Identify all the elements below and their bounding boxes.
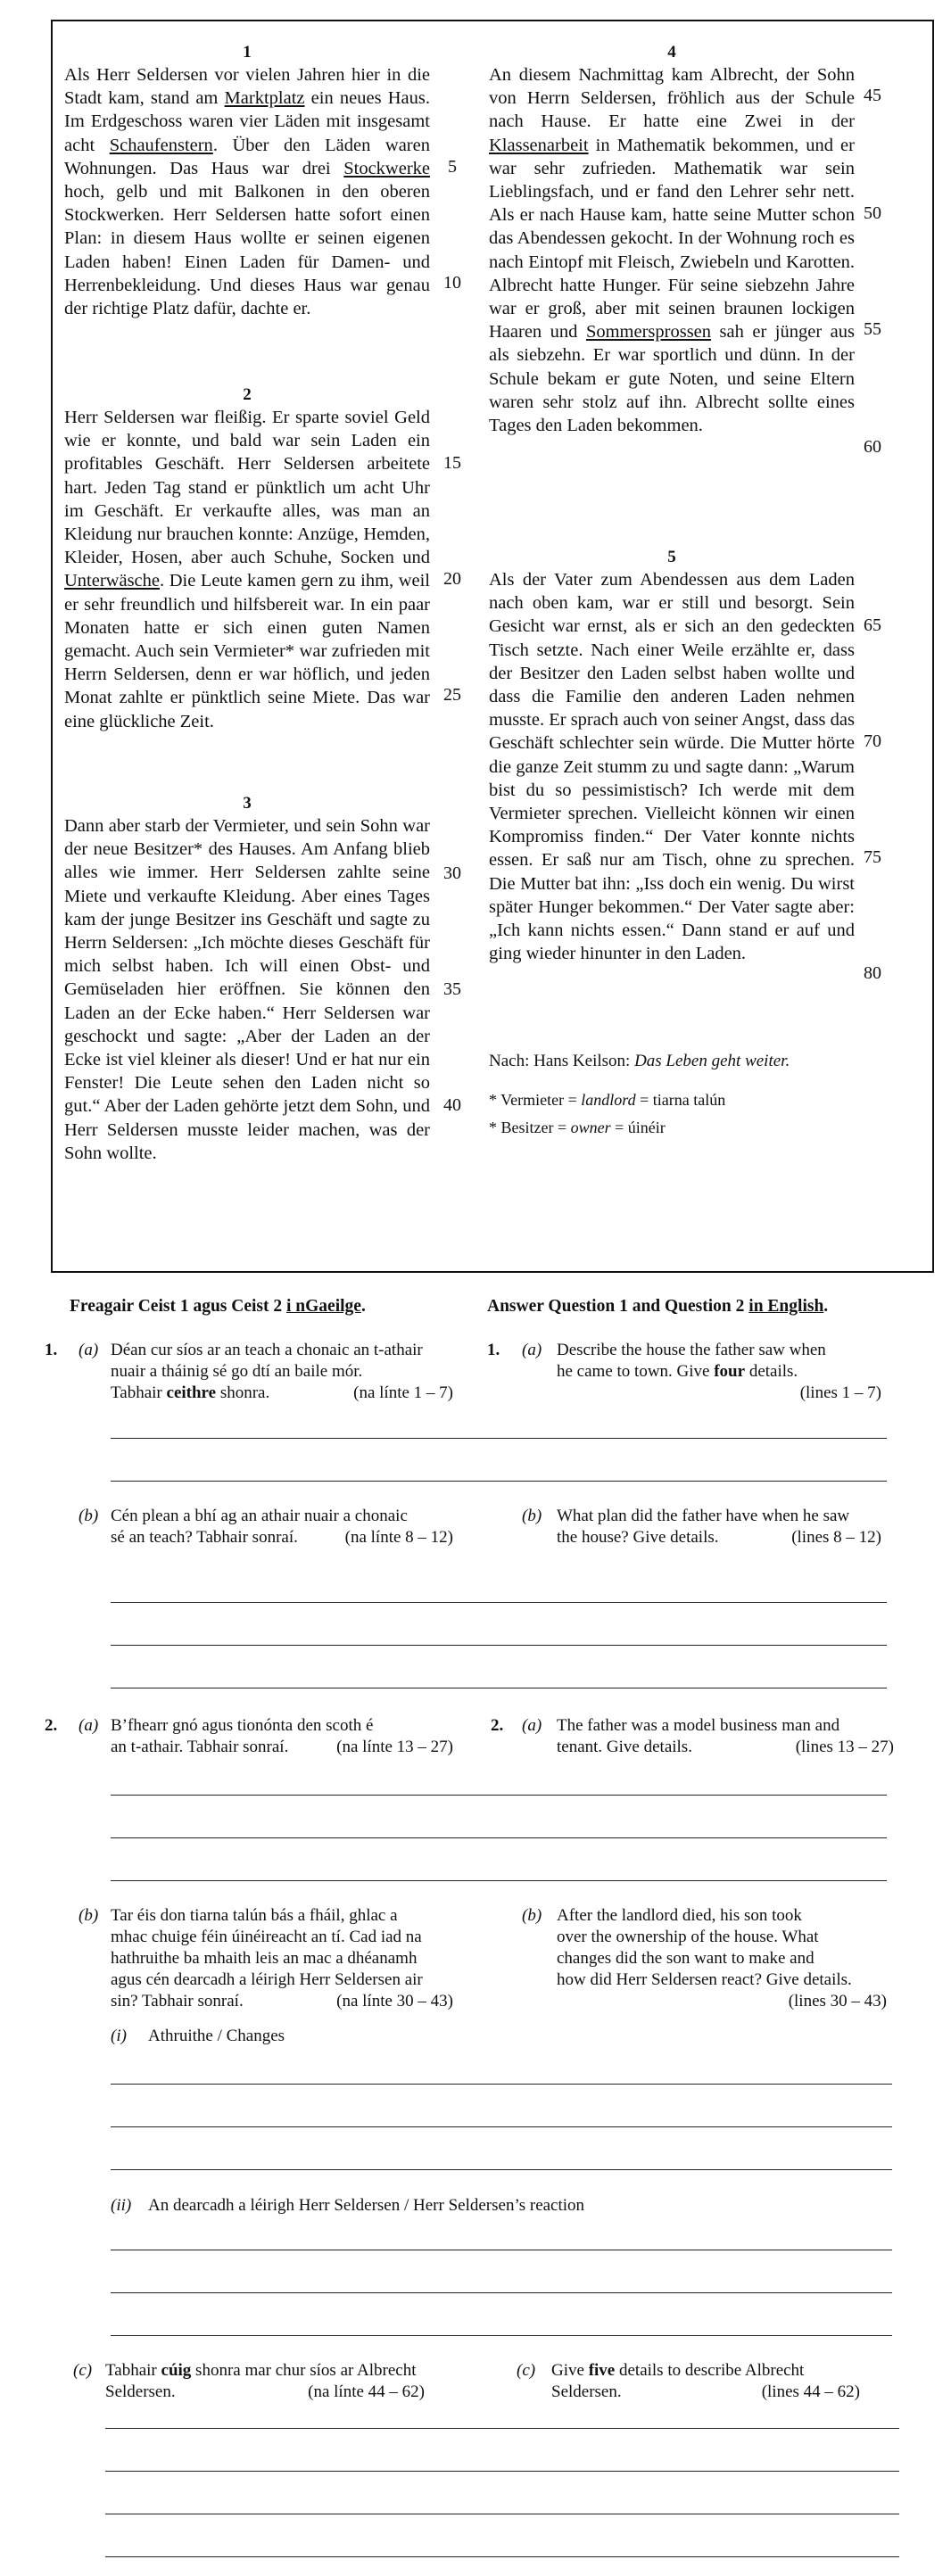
q-line: mhac chuige féin úinéireacht an tí. Cad iad na	[111, 1928, 422, 1946]
q-line	[551, 2382, 903, 2403]
answer-line[interactable]	[111, 1795, 887, 1796]
question-2-number: 2.	[45, 1716, 58, 1735]
q2a-irish	[111, 1715, 460, 1758]
q-text: the house? Give details.	[557, 1528, 719, 1547]
instruction-text: Answer Question 1 and Question 2	[487, 1297, 749, 1316]
line-number: 25	[443, 685, 461, 705]
section-2-text	[64, 406, 430, 733]
line-number: 30	[443, 863, 461, 883]
q1b-irish-line-ref: (na línte 8 – 12)	[344, 1528, 453, 1547]
q2b-sub-i-text: Athruithe / Changes	[148, 2027, 285, 2045]
q-line: The father was a model business man and	[557, 1716, 840, 1735]
source-citation	[489, 1052, 790, 1071]
q1b-part-label-en: (b)	[522, 1507, 542, 1525]
q-line	[105, 2382, 460, 2403]
section-5-text	[489, 568, 855, 965]
answer-line[interactable]	[105, 2471, 899, 2472]
q2a-english	[557, 1715, 903, 1758]
q2b-sub-i-label: (i)	[111, 2027, 127, 2045]
answer-line[interactable]	[111, 1645, 887, 1646]
q-line: Tar éis don tiarna talún bás a fháil, ghlac a	[111, 1906, 398, 1925]
q-line: nuair a tháinig sé go dtí an baile mór.	[111, 1362, 363, 1381]
line-number: 5	[448, 157, 457, 177]
passage-text: ein neues Haus. Im Erdgeschoss waren vier Läden mit insgesamt acht	[64, 88, 430, 155]
line-number: 55	[864, 319, 881, 339]
q-line: Describe the house the father saw when	[557, 1341, 826, 1359]
answer-line[interactable]	[111, 1837, 887, 1838]
answer-line[interactable]	[111, 2335, 892, 2336]
passage-text: sah er jünger aus als siebzehn. Er war sportlich und dünn. In der Schule bekam er gute Noten, und seine Eltern waren sehr stolz auf ihn. Albrecht sollte eines Tages den Laden bekommen.	[489, 322, 856, 436]
q-text: shonra mar chur síos ar Albrecht	[191, 2361, 417, 2380]
question-1-number-en: 1.	[487, 1341, 500, 1359]
gloss-english: landlord	[581, 1091, 636, 1109]
q-line: Déan cur síos ar an teach a chonaic an t-athair	[111, 1341, 423, 1359]
q-line	[557, 1737, 903, 1758]
q-line: What plan did the father have when he saw	[557, 1507, 850, 1525]
line-number: 35	[443, 979, 461, 999]
q1a-part-label: (a)	[79, 1341, 99, 1359]
q-text: details.	[745, 1362, 798, 1381]
answer-line[interactable]	[111, 1880, 887, 1881]
gloss-irish: = tiarna talún	[635, 1091, 726, 1109]
line-number: 60	[864, 437, 881, 457]
q2b-sub-ii-label: (ii)	[111, 2196, 132, 2215]
q-text: an t-athair. Tabhair sonraí.	[111, 1738, 289, 1756]
line-number: 65	[864, 615, 881, 635]
q-text: Tabhair	[105, 2361, 161, 2380]
passage-text: hoch, gelb und mit Balkonen in den oberen Stockwerken. Herr Seldersen hatte sofort einen Plan: in diesem Haus wollte er seinen eigenen Laden haben! Einen Laden für Damen- und Herrenbekleidung. Und dieses Haus war genau der richtige Platz dafür, dachte er.	[64, 182, 430, 319]
passage-text: . Über den Läden waren Wohnungen. Das Haus war drei	[64, 135, 430, 178]
q2a-part-label: (a)	[79, 1716, 99, 1735]
q1b-english-line-ref: (lines 8 – 12)	[791, 1528, 881, 1547]
q-text: Tabhair	[111, 1383, 167, 1402]
answer-line[interactable]	[111, 1438, 887, 1439]
q-count: cúig	[161, 2361, 192, 2380]
q2b-irish	[111, 1905, 460, 2012]
q-text: sé an teach? Tabhair sonraí.	[111, 1528, 298, 1547]
q2b-irish-line-ref: (na línte 30 – 43)	[336, 1992, 453, 2010]
q-text: details to describe Albrecht	[615, 2361, 805, 2380]
q-count: five	[588, 2361, 616, 2380]
q1a-irish-line-ref: (na línte 1 – 7)	[353, 1383, 453, 1402]
section-2-number: 2	[243, 385, 252, 404]
source-title: Das Leben geht weiter.	[634, 1052, 790, 1070]
q2c-english	[551, 2360, 903, 2403]
q-line	[111, 1991, 460, 2012]
instruction-language: i nGaeilge	[286, 1297, 361, 1316]
line-number: 45	[864, 86, 881, 105]
line-number: 80	[864, 963, 881, 983]
passage-text: Als der Vater zum Abendessen aus dem Laden nach oben kam, war er still und besorgt. Sein Gesicht war ernst, als er sich an den gedeckten Tisch setzte. Nach einer Weile erzählte er, dass der Besitzer den Laden selbst haben wollte und dass die Familie den anderen Laden nehmen musste. Er sprach auch von seiner Angst, dass das Geschäft schlechter sein würde. Die Mutter hörte die ganze Zeit stumm zu und sagte dann: „Warum bist du so pessimistisch? Ich werde mit dem Vermieter sprechen. Vielleicht können wir einen Kompromiss finden.“ Der Vater konnte nichts essen. Er saß nur am Tisch, ohne zu sprechen. Die Mutter bat ihn: „Iss doch ein wenig. Du wirst später Hunger bekommen.“ Der Vater sagte aber: „Ich kann nichts essen.“ Dann stand er auf und ging wieder hinunter in den Laden.	[489, 570, 855, 964]
section-1-number: 1	[243, 43, 252, 62]
line-number: 15	[443, 453, 461, 473]
line-number: 20	[443, 569, 461, 589]
q-line	[551, 2360, 903, 2382]
q2c-english-line-ref: (lines 44 – 62)	[761, 2382, 860, 2401]
q2b-part-label-en: (b)	[522, 1906, 542, 1925]
q-count: ceithre	[166, 1383, 217, 1402]
line-number: 40	[443, 1095, 461, 1115]
q-text: sin? Tabhair sonraí.	[111, 1992, 244, 2010]
glossary-besitzer	[489, 1119, 666, 1137]
instruction-english	[487, 1296, 828, 1317]
answer-line[interactable]	[105, 2556, 899, 2557]
q-line	[111, 1527, 460, 1548]
q-line: Cén plean a bhí ag an athair nuair a chonaic	[111, 1507, 408, 1525]
q2a-part-label-en: (a)	[522, 1716, 542, 1735]
answer-line[interactable]	[111, 2292, 892, 2293]
q2b-english-line-ref: (lines 30 – 43)	[788, 1992, 887, 2010]
q1a-english	[557, 1340, 903, 1404]
line-number: 10	[443, 273, 461, 293]
q2c-part-label: (c)	[73, 2361, 93, 2380]
instruction-irish	[70, 1296, 366, 1317]
q-line: how did Herr Seldersen react? Give details.	[557, 1970, 852, 1989]
section-1-text	[64, 63, 430, 320]
q-line	[557, 1527, 903, 1548]
section-4-number: 4	[667, 43, 676, 62]
q-line	[111, 1383, 460, 1404]
instruction-period: .	[823, 1297, 829, 1316]
q2a-irish-line-ref: (na línte 13 – 27)	[336, 1738, 453, 1756]
gloss-english: owner	[570, 1119, 611, 1136]
gloss-term: * Vermieter =	[489, 1091, 582, 1109]
q-line: hathruithe ba mhaith leis an mac a dhéanamh	[111, 1949, 418, 1968]
line-number: 50	[864, 203, 881, 223]
q-text: Seldersen.	[551, 2382, 622, 2401]
question-1-number: 1.	[45, 1341, 58, 1359]
passage-text: Dann aber starb der Vermieter, und sein Sohn war der neue Besitzer* des Hauses. Am Anfang blieb alles wie immer. Herr Seldersen zahlte seine Miete und verkaufte Kleidung. Aber eines Tages kam der junge Besitzer ins Geschäft und sagte zu Herrn Seldersen: „Ich möchte dieses Geschäft für mich selbst haben. Ich will einen Obst- und Gemüseladen hier eröffnen. Sie können den Laden an der Ecke haben.“ Herr Seldersen war geschockt und sagte: „Aber der Laden an der Ecke ist viel kleiner als dieser! Und er hat nur ein Fenster! Die Leute sehen den Laden nicht so gut.“ Aber der Laden gehörte jetzt dem Sohn, und Herr Seldersen musste leider machen, was der Sohn wollte.	[64, 816, 430, 1163]
section-3-number: 3	[243, 794, 252, 813]
q-text: he came to town. Give	[557, 1362, 715, 1381]
q1b-english	[557, 1506, 903, 1548]
q-count: four	[714, 1362, 746, 1381]
q-text: tenant. Give details.	[557, 1738, 692, 1756]
glossary-vermieter	[489, 1091, 725, 1110]
underlined-word: Sommersprossen	[585, 322, 712, 343]
passage-text: An diesem Nachmittag kam Albrecht, der Sohn von Herrn Seldersen, fröhlich aus der Schule nach Hause. Er hatte eine Zwei in der	[489, 65, 855, 132]
answer-line[interactable]	[111, 2169, 892, 2170]
section-4-text	[489, 63, 855, 437]
gloss-term: * Besitzer =	[489, 1119, 571, 1136]
q-line	[111, 1737, 460, 1758]
underlined-word: Schaufenstern	[109, 135, 213, 155]
answer-line[interactable]	[111, 1481, 887, 1482]
q-line: After the landlord died, his son took	[557, 1906, 802, 1925]
line-number: 75	[864, 847, 881, 867]
q-text: shonra.	[216, 1383, 270, 1402]
answer-line[interactable]	[111, 2126, 892, 2127]
line-number: 70	[864, 731, 881, 751]
q-line: over the ownership of the house. What	[557, 1928, 819, 1946]
underlined-word: Marktplatz	[224, 88, 305, 109]
instruction-language: in English	[748, 1297, 824, 1316]
q1a-irish	[111, 1340, 460, 1404]
instruction-period: .	[360, 1297, 366, 1316]
q-line: B’fhearr gnó agus tionónta den scoth é	[111, 1716, 374, 1735]
q2b-part-label: (b)	[79, 1906, 99, 1925]
answer-line[interactable]	[105, 2428, 899, 2429]
q-text: Seldersen.	[105, 2382, 176, 2401]
passage-text: Herr Seldersen war fleißig. Er sparte soviel Geld wie er konnte, und bald war sein Laden ein profitables Geschäft. Herr Seldersen arbeitete hart. Jeden Tag stand er pünktlich um acht Uhr im Geschäft. Er verkaufte alles, was man an Kleidung nur brauchen konnte: Anzüge, Hemden, Kleider, Hosen, aber auch Schuhe, Socken und	[64, 408, 430, 568]
q-line	[105, 2360, 460, 2382]
q-line	[557, 1361, 903, 1383]
q-text: Give	[551, 2361, 589, 2380]
q2c-irish	[105, 2360, 460, 2403]
passage-text: . Die Leute kamen gern zu ihm, weil er sehr freundlich und hilfsbereit war. In ein paar Monaten hatte er sich einen guten Namen gemacht. Auch sein Vermieter* war zufrieden mit Herrn Seldersen, denn er war höflich, und jeden Monat zahlte er pünktlich seine Miete. Das war eine glückliche Zeit.	[64, 571, 430, 731]
q2c-irish-line-ref: (na línte 44 – 62)	[308, 2382, 425, 2401]
source-prefix: Nach: Hans Keilson:	[489, 1052, 635, 1070]
question-2-number-en: 2.	[491, 1716, 504, 1735]
section-3-text	[64, 814, 430, 1165]
passage-text: in Mathematik bekommen, und er war sehr zufrieden. Mathematik war sein Lieblingsfach, und er fand den Lehrer sehr nett. Als er nach Hause kam, hatte seine Mutter schon das Abendessen gekocht. In der Wohnung roch es nach Eintopf mit Fleisch, Zwiebeln und Karotten. Albrecht hatte Hunger. Für seine siebzehn Jahre war er groß, aber mit seinen braunen lockigen Haaren und	[489, 135, 855, 343]
q-line: agus cén dearcadh a léirigh Herr Seldersen air	[111, 1970, 423, 1989]
underlined-word: Unterwäsche	[64, 571, 161, 591]
q2a-english-line-ref: (lines 13 – 27)	[795, 1738, 894, 1756]
q1b-part-label: (b)	[79, 1507, 99, 1525]
q1b-irish	[111, 1506, 460, 1548]
underlined-word: Klassenarbeit	[489, 135, 589, 155]
q2b-english	[557, 1905, 903, 2012]
instruction-text: Freagair Ceist 1 agus Ceist 2	[70, 1297, 286, 1316]
underlined-word: Stockwerke	[343, 158, 430, 178]
q1a-part-label-en: (a)	[522, 1341, 542, 1359]
q1a-english-line-ref: (lines 1 – 7)	[799, 1383, 881, 1402]
answer-line[interactable]	[111, 2084, 892, 2085]
q-line: changes did the son want to make and	[557, 1949, 815, 1968]
section-5-number: 5	[667, 548, 676, 566]
passage-text: Als Herr Seldersen vor vielen Jahren hier in die Stadt kam, stand am	[64, 65, 430, 109]
answer-line[interactable]	[111, 1602, 887, 1603]
q2c-part-label-en: (c)	[517, 2361, 536, 2380]
gloss-irish: = úinéir	[610, 1119, 666, 1136]
q2b-sub-ii-text: An dearcadh a léirigh Herr Seldersen / Herr Seldersen’s reaction	[148, 2196, 585, 2215]
